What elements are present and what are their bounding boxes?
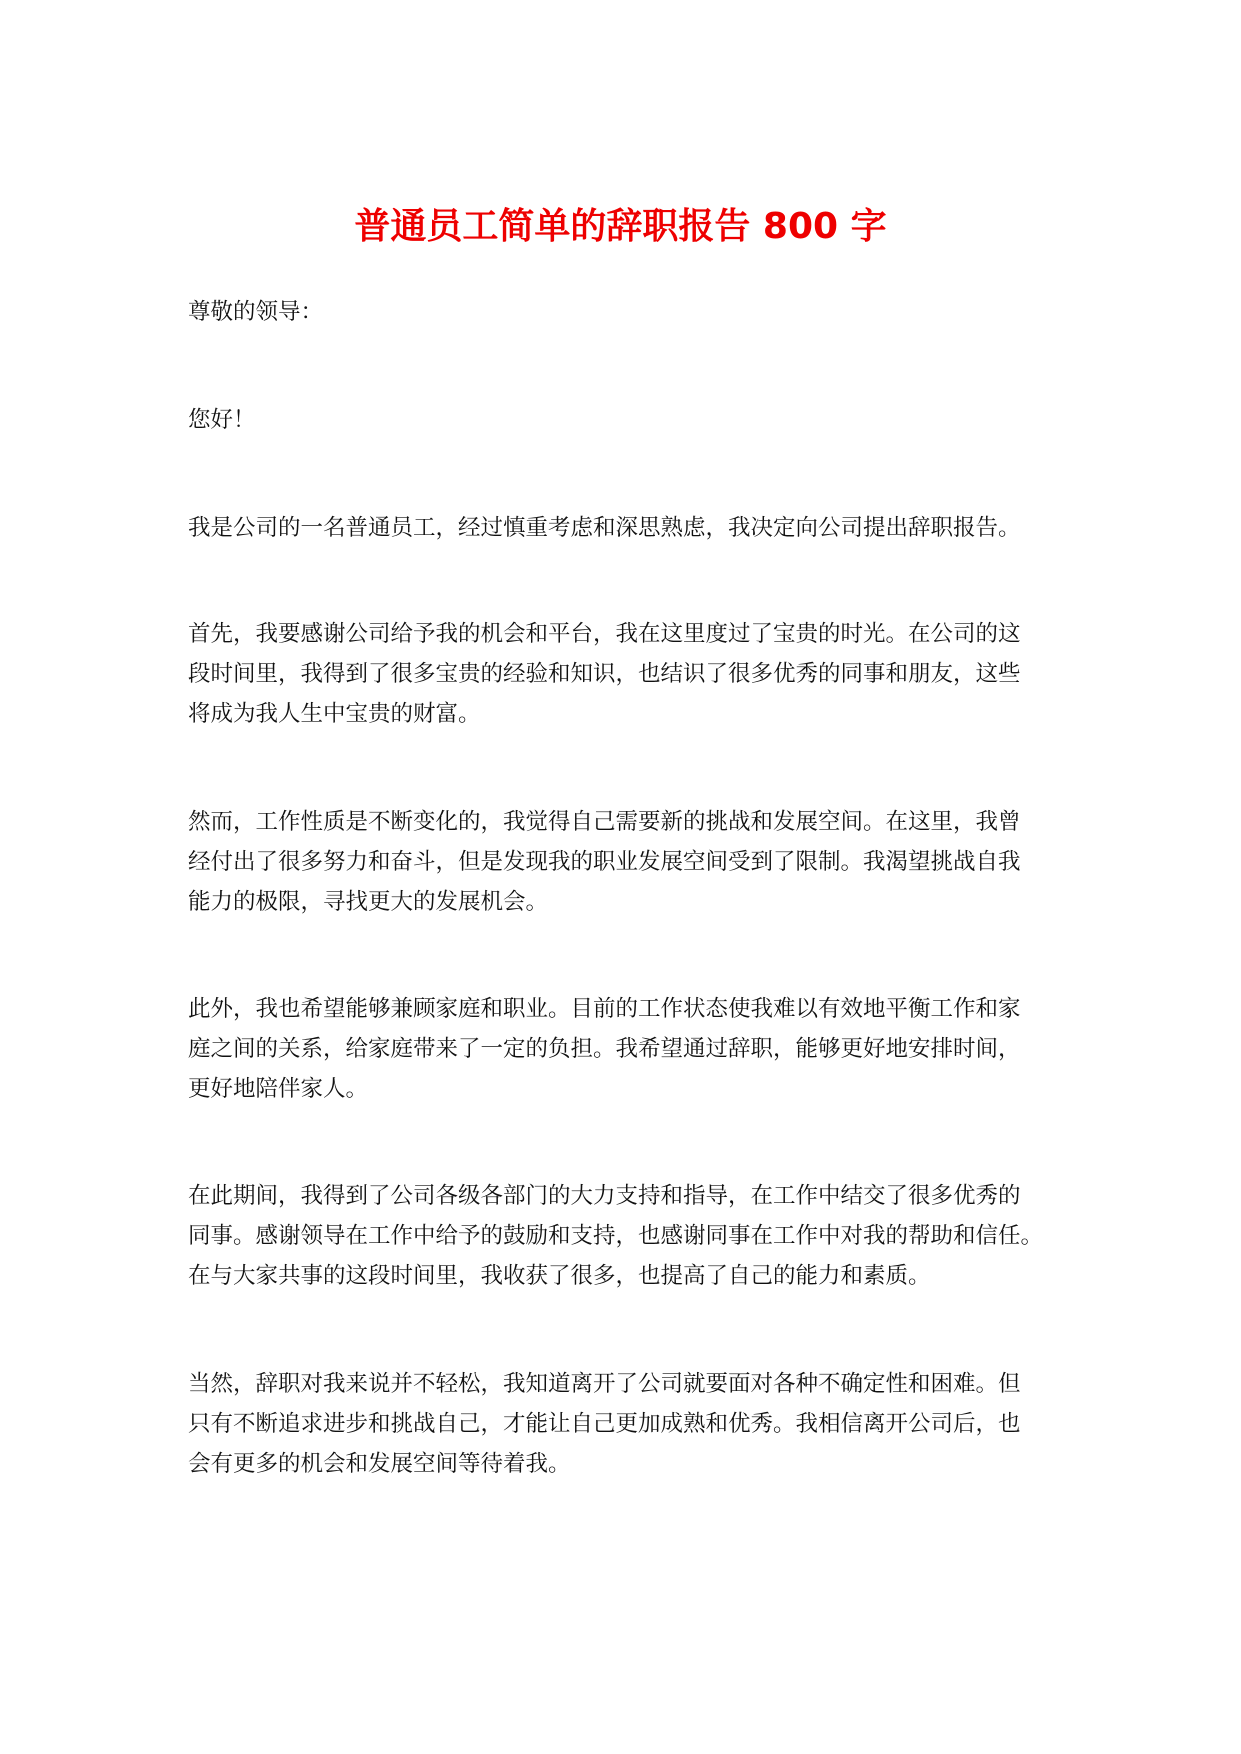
paragraph-line: 然而，工作性质是不断变化的，我觉得自己需要新的挑战和发展空间。在这里，我曾 bbox=[188, 809, 1021, 835]
paragraph-line: 将成为我人生中宝贵的财富。 bbox=[188, 701, 481, 727]
paragraph-line: 经付出了很多努力和奋斗，但是发现我的职业发展空间受到了限制。我渴望挑战自我 bbox=[188, 849, 1021, 875]
paragraph-line: 当然，辞职对我来说并不轻松，我知道离开了公司就要面对各种不确定性和困难。但 bbox=[188, 1371, 1021, 1397]
paragraph-line: 同事。感谢领导在工作中给予的鼓励和支持，也感谢同事在工作中对我的帮助和信任。 bbox=[188, 1223, 1044, 1249]
hello-line: 您好！ bbox=[188, 407, 256, 433]
paragraph-1 bbox=[188, 508, 1068, 548]
paragraph-3 bbox=[188, 802, 1068, 922]
paragraph-2 bbox=[188, 614, 1068, 734]
document-title: 普通员工简单的辞职报告 800 字 bbox=[354, 206, 887, 248]
paragraph-line: 会有更多的机会和发展空间等待着我。 bbox=[188, 1451, 571, 1477]
paragraph-line: 更好地陪伴家人。 bbox=[188, 1076, 369, 1102]
paragraph-line: 首先，我要感谢公司给予我的机会和平台，我在这里度过了宝贵的时光。在公司的这 bbox=[188, 621, 1021, 647]
paragraph-6 bbox=[188, 1364, 1068, 1484]
salutation: 尊敬的领导： bbox=[188, 299, 324, 325]
paragraph-5 bbox=[188, 1176, 1068, 1296]
paragraph-line: 只有不断追求进步和挑战自己，才能让自己更加成熟和优秀。我相信离开公司后，也 bbox=[188, 1411, 1021, 1437]
paragraph-line: 此外，我也希望能够兼顾家庭和职业。目前的工作状态使我难以有效地平衡工作和家 bbox=[188, 996, 1021, 1022]
paragraph-4 bbox=[188, 989, 1068, 1109]
paragraph-line: 在与大家共事的这段时间里，我收获了很多，也提高了自己的能力和素质。 bbox=[188, 1263, 931, 1289]
paragraph-line: 我是公司的一名普通员工，经过慎重考虑和深思熟虑，我决定向公司提出辞职报告。 bbox=[188, 515, 1021, 541]
paragraph-line: 段时间里，我得到了很多宝贵的经验和知识，也结识了很多优秀的同事和朋友，这些 bbox=[188, 661, 1021, 687]
paragraph-line: 能力的极限，寻找更大的发展机会。 bbox=[188, 889, 549, 915]
paragraph-line: 庭之间的关系，给家庭带来了一定的负担。我希望通过辞职，能够更好地安排时间， bbox=[188, 1036, 1021, 1062]
paragraph-line: 在此期间，我得到了公司各级各部门的大力支持和指导，在工作中结交了很多优秀的 bbox=[188, 1183, 1021, 1209]
